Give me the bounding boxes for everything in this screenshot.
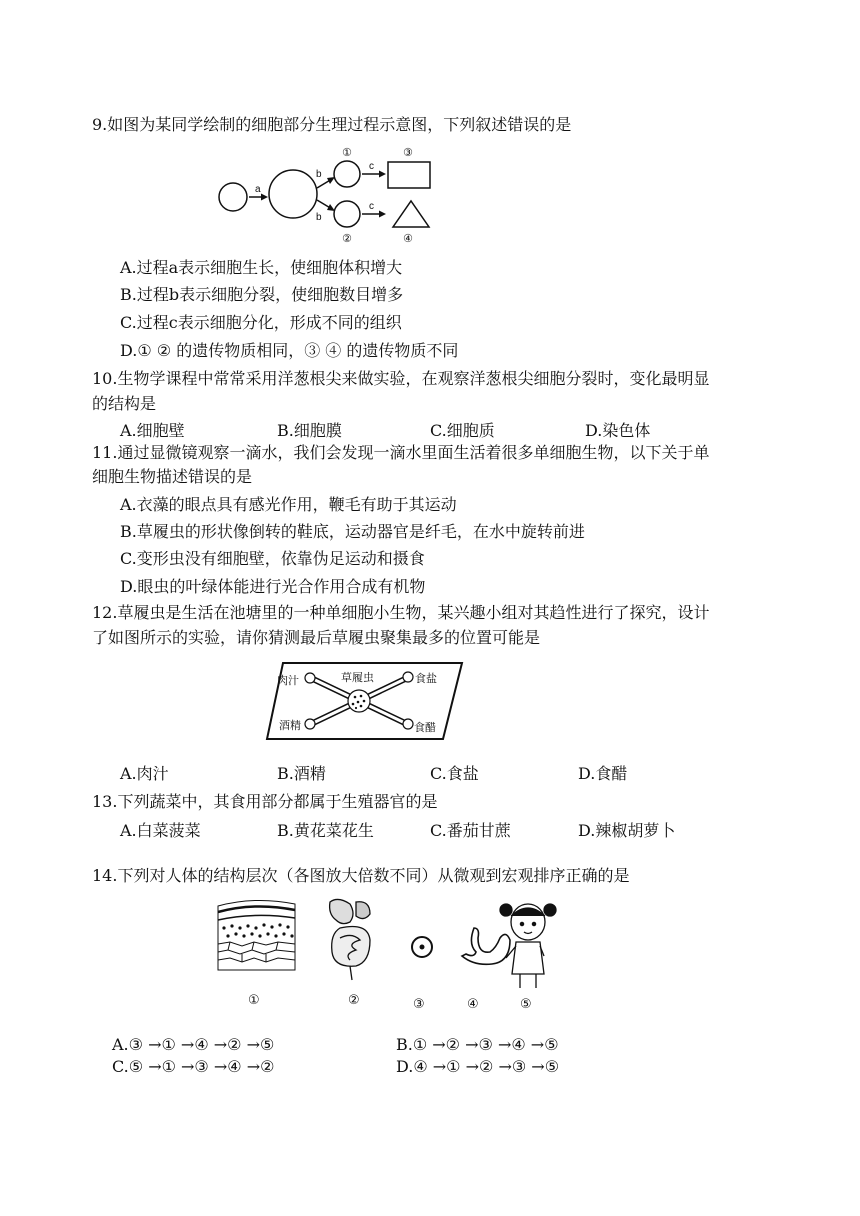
paramecium-experiment-diagram — [265, 655, 465, 745]
body-structure-levels-figure — [210, 892, 570, 1012]
label-a: a — [255, 184, 261, 195]
daughter-cell-2 — [334, 201, 360, 227]
q12-option-b: B.酒精 — [277, 764, 326, 783]
q11-option-c: C.变形虫没有细胞壁，依靠伪足运动和摄食 — [120, 549, 425, 568]
q10-stem-line1: 10.生物学课程中常常采用洋葱根尖来做实验，在观察洋葱根尖细胞分裂时，变化最明显 — [92, 369, 710, 388]
q13-options — [0, 820, 860, 842]
fig14-label-5: ⑤ — [520, 997, 532, 1012]
q12-stem-line1: 12.草履虫是生活在池塘里的一种单细胞小生物，某兴趣小组对其趋性进行了探究，设计 — [92, 603, 710, 622]
fig14-label-1: ① — [248, 993, 260, 1008]
q12-option-c: C.食盐 — [430, 764, 479, 783]
label-alcohol: 酒精 — [279, 719, 301, 732]
q10-options — [0, 420, 860, 442]
q14-option-a: A.③ →① →④ →② →⑤ — [112, 1035, 275, 1054]
q9-option-b: B.过程b表示细胞分裂，使细胞数目增多 — [120, 285, 404, 304]
q11-option-d: D.眼虫的叶绿体能进行光合作用合成有机物 — [120, 577, 426, 596]
drop-alcohol — [305, 719, 315, 729]
q14-stem: 14.下列对人体的结构层次（各图放大倍数不同）从微观到宏观排序正确的是 — [92, 866, 630, 885]
original-cell — [219, 183, 247, 211]
q10-option-d: D.染色体 — [585, 421, 651, 440]
square-tissue — [388, 162, 430, 188]
q14-option-b: B.① →② →③ →④ →⑤ — [396, 1035, 559, 1054]
label-b2: b — [316, 212, 322, 223]
label-c2: c — [369, 201, 374, 212]
fig14-label-2: ② — [348, 993, 360, 1008]
label-c1: c — [369, 161, 374, 172]
q13-option-c: C.番茄甘蔗 — [430, 821, 511, 840]
q11-option-a: A.衣藻的眼点具有感光作用，鞭毛有助于其运动 — [120, 495, 457, 514]
label-3: ③ — [403, 146, 413, 159]
paramecium-culture-drop — [348, 690, 370, 712]
q10-option-b: B.细胞膜 — [277, 421, 342, 440]
q13-option-a: A.白菜菠菜 — [120, 821, 201, 840]
fig14-label-4: ④ — [467, 997, 479, 1012]
label-1: ① — [342, 146, 352, 159]
daughter-cell-1 — [334, 161, 360, 187]
label-salt: 食盐 — [415, 672, 437, 685]
q14-option-d: D.④ →① →② →③ →⑤ — [396, 1057, 560, 1076]
cell-image — [412, 937, 432, 957]
stomach-image — [462, 928, 510, 964]
drop-meat-juice — [305, 673, 315, 683]
q13-option-d: D.辣椒胡萝卜 — [578, 821, 676, 840]
q11-stem-line2: 细胞生物描述错误的是 — [92, 467, 253, 486]
q14-option-c: C.⑤ →① →③ →④ →② — [112, 1057, 275, 1076]
label-b1: b — [316, 169, 322, 180]
q13-stem: 13.下列蔬菜中，其食用部分都属于生殖器官的是 — [92, 792, 438, 811]
q9-option-a: A.过程a表示细胞生长，使细胞体积增大 — [120, 258, 403, 277]
label-2: ② — [342, 232, 352, 244]
q11-stem-line1: 11.通过显微镜观察一滴水，我们会发现一滴水里面生活着很多单细胞生物，以下关于单 — [92, 443, 710, 462]
tissue-image — [218, 900, 295, 970]
q9-stem: 9.如图为某同学绘制的细胞部分生理过程示意图，下列叙述错误的是 — [92, 115, 572, 134]
triangle-tissue — [393, 201, 429, 227]
fig14-label-3: ③ — [413, 997, 425, 1012]
drop-vinegar — [403, 719, 413, 729]
q12-option-a: A.肉汁 — [120, 764, 169, 783]
q13-option-b: B.黄花菜花生 — [277, 821, 374, 840]
label-meat-juice: 肉汁 — [277, 674, 299, 687]
q9-option-c: C.过程c表示细胞分化，形成不同的组织 — [120, 313, 402, 332]
label-paramecium: 草履虫 — [341, 671, 374, 684]
q12-option-d: D.食醋 — [578, 764, 628, 783]
q12-options — [0, 763, 860, 785]
q10-stem-line2: 的结构是 — [92, 394, 157, 413]
digestive-system-image — [330, 899, 370, 980]
q10-option-a: A.细胞壁 — [120, 421, 185, 440]
q9-option-d: D.① ② 的遗传物质相同，③ ④ 的遗传物质不同 — [120, 341, 459, 360]
q10-option-c: C.细胞质 — [430, 421, 495, 440]
grown-cell — [269, 170, 317, 218]
drop-salt — [403, 672, 413, 682]
label-4: ④ — [403, 232, 413, 244]
cell-process-diagram — [215, 144, 455, 244]
label-vinegar: 食醋 — [414, 721, 436, 734]
q12-stem-line2: 了如图所示的实验，请你猜测最后草履虫聚集最多的位置可能是 — [92, 628, 541, 647]
q11-option-b: B.草履虫的形状像倒转的鞋底，运动器官是纤毛，在水中旋转前进 — [120, 522, 585, 541]
